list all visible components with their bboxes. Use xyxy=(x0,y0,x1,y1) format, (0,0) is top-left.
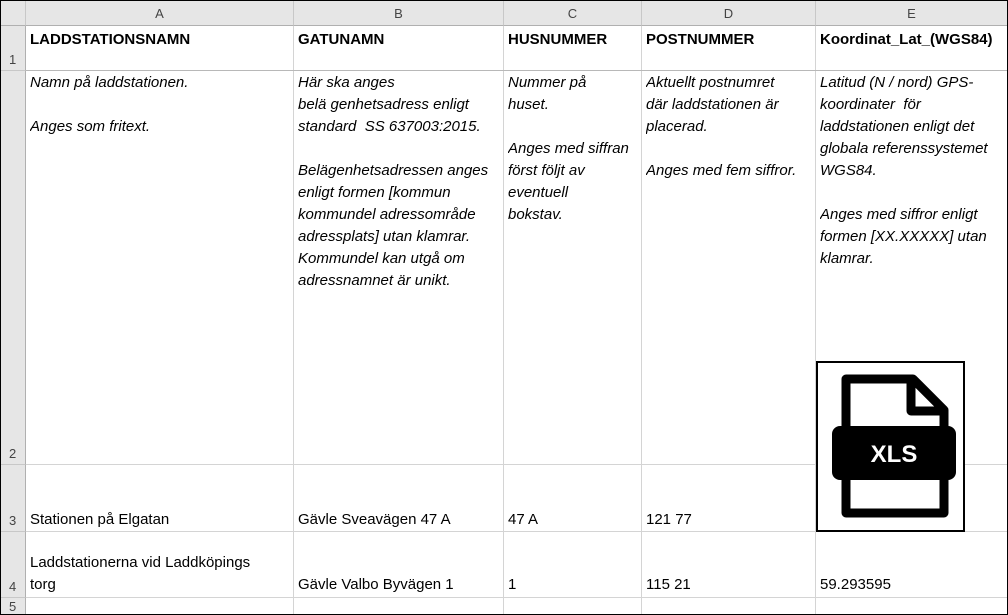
row-header-5[interactable]: 5 xyxy=(1,598,26,615)
cell-d1[interactable]: POSTNUMMER xyxy=(646,31,755,48)
cell-c1[interactable]: HUSNUMMER xyxy=(508,31,608,48)
row-header-4[interactable]: 4 xyxy=(1,532,26,598)
cell-c4[interactable]: 1 xyxy=(508,576,517,593)
gridline xyxy=(293,26,294,614)
column-header-b[interactable]: B xyxy=(294,1,504,26)
cell-e1[interactable]: Koordinat_Lat_(WGS84) xyxy=(820,31,993,48)
cell-b4[interactable]: Gävle Valbo Byvägen 1 xyxy=(298,576,454,593)
gridline xyxy=(26,597,1007,598)
column-header-e[interactable]: E xyxy=(816,1,1008,26)
gridline xyxy=(26,70,1007,71)
cell-e2[interactable]: Latitud (N / nord) GPS- koordinater för laddstationen enligt det globala referenssystemet WGS84. Anges med siffror enligt formen [XX.XXXXX] utan klamrar. xyxy=(820,74,988,267)
cell-d2[interactable]: Aktuellt postnumret där laddstationen är placerad. Anges med fem siffror. xyxy=(646,74,797,179)
cell-b3[interactable]: Gävle Sveavägen 47 A xyxy=(298,511,451,528)
cell-b1[interactable]: GATUNAMN xyxy=(298,31,385,48)
xls-label: XLS xyxy=(870,441,918,468)
row-header-2[interactable]: 2 xyxy=(1,71,26,465)
cell-e4[interactable]: 59.293595 xyxy=(820,576,891,593)
gridline xyxy=(503,26,504,614)
cell-d3[interactable]: 121 77 xyxy=(646,511,692,528)
column-header-c[interactable]: C xyxy=(504,1,642,26)
cell-a3[interactable]: Stationen på Elgatan xyxy=(30,511,170,528)
row-header-3[interactable]: 3 xyxy=(1,465,26,532)
row-header-1[interactable]: 1 xyxy=(1,26,26,71)
cell-b2[interactable]: Här ska anges belä genhetsadress enligt standard SS 637003:2015. Belägenhetsadressen anges enligt formen [kommun kommundel adressområde adressplats] utan klamrar. Kommundel kan utgå om adressnamnet är unikt. xyxy=(298,74,489,289)
cell-a2[interactable]: Namn på laddstationen. Anges som fritext. xyxy=(30,74,189,135)
cell-c2[interactable]: Nummer på huset. Anges med siffran först följt av eventuell bokstav. xyxy=(508,74,629,223)
cell-a1[interactable]: LADDSTATIONSNAMN xyxy=(30,31,191,48)
cell-a4[interactable]: Laddstationerna vid Laddköpings torg xyxy=(30,554,251,593)
cell-d4[interactable]: 115 21 xyxy=(646,576,691,593)
xls-file-icon xyxy=(818,363,963,530)
column-header-d[interactable]: D xyxy=(642,1,816,26)
cell-c3[interactable]: 47 A xyxy=(508,511,539,528)
gridline xyxy=(641,26,642,614)
select-all-corner[interactable] xyxy=(1,1,26,26)
column-header-a[interactable]: A xyxy=(26,1,294,26)
xls-file-image[interactable] xyxy=(816,361,965,532)
